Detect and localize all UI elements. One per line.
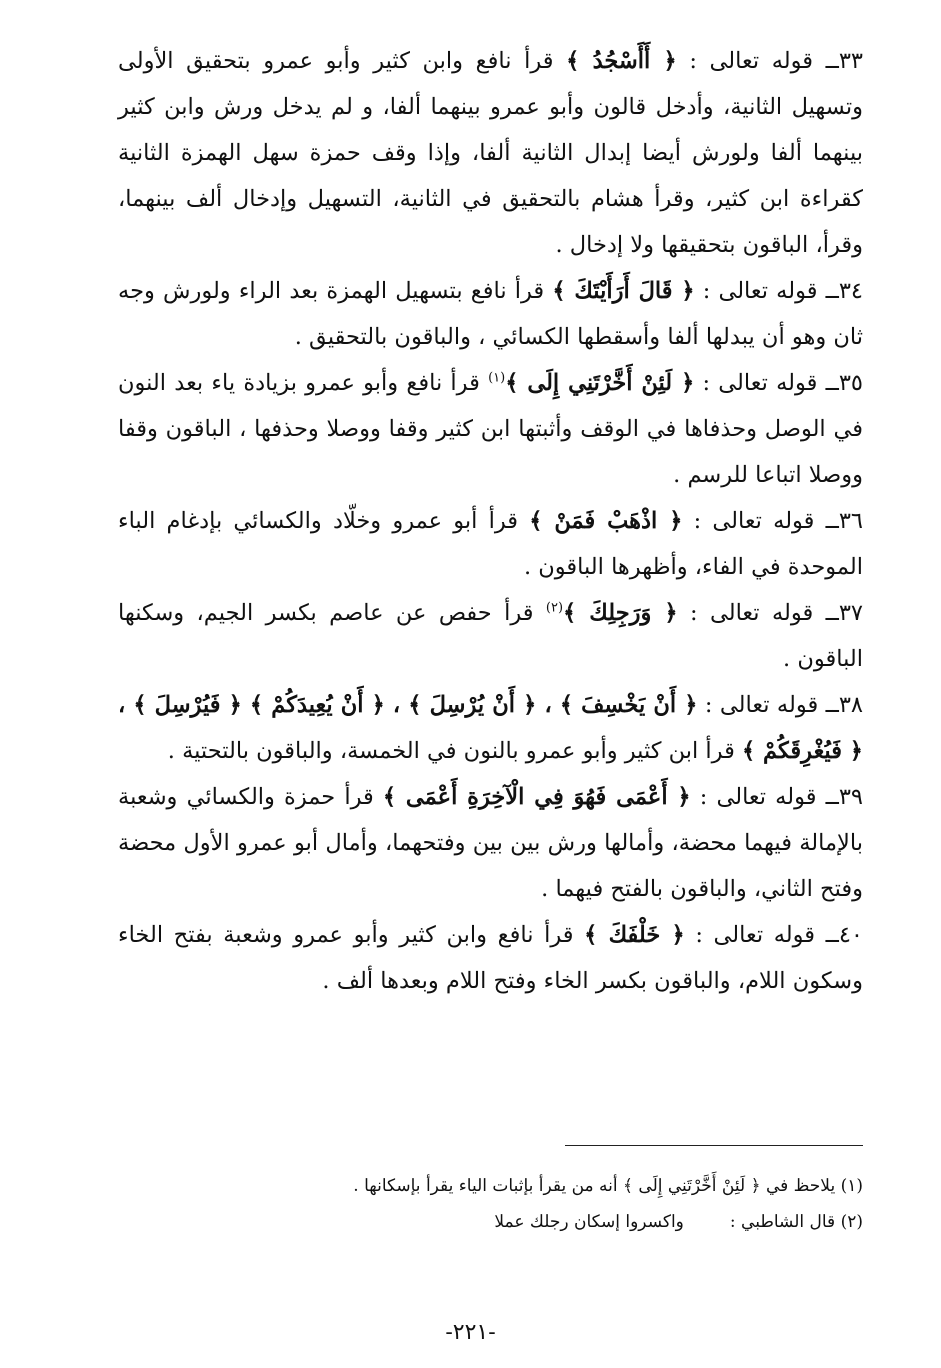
paragraph-lead: ٣٨ــ قوله تعالى : bbox=[697, 692, 863, 718]
paragraph-body: قرأ أبو عمرو وخلّاد والكسائي بإدغام الباء الموحدة في الفاء، وأظهرها الباقون . bbox=[118, 508, 863, 580]
quranic-quote: ﴿ أَأَسْجُدُ ﴾ bbox=[566, 48, 677, 74]
paragraph-lead: ٣٧ــ قوله تعالى : bbox=[677, 600, 863, 626]
footnote-verse: واكسروا إسكان رجلك عملا bbox=[494, 1212, 684, 1232]
quranic-quote: ﴿ خَلْفَكَ ﴾ bbox=[584, 922, 685, 948]
footnote-ref-2: (٢) bbox=[545, 600, 564, 616]
paragraph-lead: ٣٤ــ قوله تعالى : bbox=[694, 278, 863, 304]
paragraph-body: قرأ ابن كثير وأبو عمرو بالنون في الخمسة، والباقون بالتحتية . bbox=[167, 738, 742, 764]
quranic-quote: ﴿ اذْهَبْ فَمَنْ ﴾ bbox=[529, 508, 683, 534]
paragraph-33 bbox=[118, 38, 863, 268]
footnotes bbox=[118, 1168, 863, 1240]
paragraph-body: قرأ حمزة والكسائي وشعبة بالإمالة فيهما محضة، وأمالها ورش بين بين وفتحهما، وأمال أبو عمرو الأول محضة وفتح الثاني، والباقون بالفتح فيهما . bbox=[118, 784, 863, 902]
quranic-quote: ﴿ وَرَجِلِكَ ﴾ bbox=[563, 600, 678, 626]
footnote-1 bbox=[118, 1168, 863, 1204]
paragraph-lead: ٣٥ــ قوله تعالى : bbox=[694, 370, 863, 396]
paragraph-lead: ٤٠ــ قوله تعالى : bbox=[684, 922, 863, 948]
footnote-ref-1: (١) bbox=[488, 370, 506, 386]
paragraph-36 bbox=[118, 498, 863, 590]
quranic-quote: ﴿ أَنْ يَخْسِفَ ﴾ ، ﴿ أَنْ يُرْسِلَ ﴾ ، ﴿ أَنْ يُعِيدَكُمْ ﴾ ﴿ فَيُرْسِلَ ﴾ ، ﴿ فَيُغْرِقَكُمْ ﴾ bbox=[118, 692, 863, 764]
paragraph-39 bbox=[118, 774, 863, 912]
footnote-divider bbox=[565, 1145, 863, 1146]
paragraph-34 bbox=[118, 268, 863, 360]
paragraph-body: قرأ نافع وابن كثير وأبو عمرو وشعبة بفتح الخاء وسكون اللام، والباقون بكسر الخاء وفتح اللام وبعدها ألف . bbox=[118, 922, 863, 994]
paragraph-body: قرأ نافع بتسهيل الهمزة بعد الراء ولورش وجه ثان وهو أن يبدلها ألفا وأسقطها الكسائي ، والباقون بالتحقيق . bbox=[118, 278, 863, 350]
paragraph-body: قرأ حفص عن عاصم بكسر الجيم، وسكنها الباقون . bbox=[118, 600, 863, 672]
quranic-quote: ﴿ قَالَ أَرَأَيْتَكَ ﴾ bbox=[552, 278, 695, 304]
paragraph-body: قرأ نافع وابن كثير وأبو عمرو بتحقيق الأولى وتسهيل الثانية، وأدخل قالون وأبو عمرو بينهما ألفا، و لم يدخل ورش وابن كثير بينهما ألفا ولورش أيضا إبدال الثانية ألفا، وإذا وقف حمزة سهل الهمزة الثانية كقراءة ابن كثير، وقرأ هشام بالتحقيق في الثانية، التسهيل وإدخال ألف بينهما، وقرأ، الباقون بتحقيقها ولا إدخال . bbox=[118, 48, 863, 258]
footnote-number: (١) bbox=[840, 1176, 863, 1196]
footnote-quote: ﴿ لَئِنْ أَخَّرْتَنِي إِلَى ﴾ bbox=[623, 1176, 761, 1196]
paragraph-37 bbox=[118, 590, 863, 682]
paragraph-lead: ٣٣ــ قوله تعالى : bbox=[676, 48, 863, 74]
page-number: -٢٢١- bbox=[445, 1320, 496, 1345]
footnote-body: أنه من يقرأ بإثبات الياء يقرأ بإسكانها . bbox=[353, 1176, 624, 1196]
footnote-number: (٢) bbox=[840, 1212, 863, 1232]
quranic-quote: ﴿ أَعْمَى فَهُوَ فِي الْآخِرَةِ أَعْمَى ﴾ bbox=[382, 784, 691, 810]
quranic-quote: ﴿ لَئِنْ أَخَّرْتَنِي إِلَى ﴾ bbox=[505, 370, 695, 396]
paragraph-lead: ٣٦ــ قوله تعالى : bbox=[682, 508, 863, 534]
paragraph-38 bbox=[118, 682, 863, 774]
footnote-lead: قال الشاطبي : bbox=[729, 1212, 841, 1232]
paragraph-40 bbox=[118, 912, 863, 1004]
footnote-2 bbox=[118, 1204, 863, 1240]
footnote-lead: يلاحظ في bbox=[760, 1176, 841, 1196]
paragraph-body: قرأ نافع وأبو عمرو بزيادة ياء بعد النون في الوصل وحذفاها في الوقف وأثبتها ابن كثير وقفا ووصلا وحذفها ، الباقون وقفا ووصلا اتباعا للرسم . bbox=[118, 370, 863, 488]
paragraph-35 bbox=[118, 360, 863, 498]
main-text bbox=[118, 38, 863, 1004]
paragraph-lead: ٣٩ــ قوله تعالى : bbox=[690, 784, 863, 810]
